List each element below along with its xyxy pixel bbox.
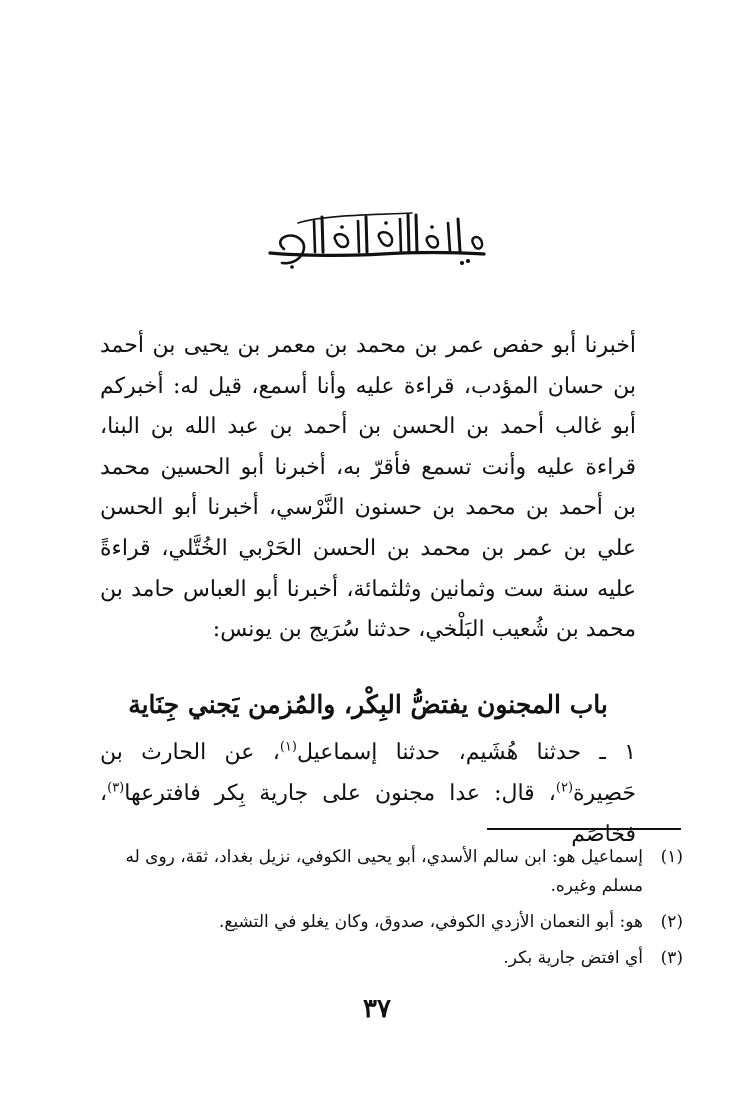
footnote bbox=[100, 843, 683, 901]
chapter-title: باب المجنون يفتضُّ البِكْر، والمُزمن يَجني جِنَاية bbox=[128, 690, 608, 719]
hadith-text-part: ١ ـ حدثنا هُشَيم، حدثنا إسماعيل bbox=[296, 740, 636, 765]
page-number: ٣٧ bbox=[363, 994, 391, 1024]
hadith-text bbox=[100, 732, 636, 855]
basmala-calligraphy-icon bbox=[262, 209, 492, 271]
basmala-calligraphy bbox=[0, 205, 754, 275]
footnote-number: (٢) bbox=[660, 912, 683, 932]
isnad-introduction: أخبرنا أبو حفص عمر بن محمد بن معمر بن يحيى بن أحمد بن حسان المؤدب، قراءة عليه وأنا أسمع، قيل له: أخبركم أبو غالب أحمد بن الحسن بن أحمد بن عبد الله بن البنا، قراءة عليه وأنت تسمع فأقرّ به، أخبرنا أبو الحسين محمد بن أحمد بن محمد بن حسنون النَّرْسي، أخبرنا أبو الحسن علي بن عمر بن محمد بن الحسن الحَرْبي الخُتَّلي، قراءةً عليه سنة ست وثمانين وثلثمائة، أخبرنا أبو العباس حامد بن محمد بن شُعيب البَلْخي، حدثنا سُرَيج بن يونس: bbox=[100, 333, 636, 643]
footnote-divider bbox=[487, 828, 681, 830]
footnote-number: (١) bbox=[660, 847, 683, 867]
footnote-ref: (٣) bbox=[107, 780, 125, 796]
footnote-text: هو: أبو النعمان الأزدي الكوفي، صدوق، وكان يغلو في التشيع. bbox=[218, 912, 643, 932]
footnote bbox=[100, 908, 683, 937]
footnote-text: إسماعيل هو: ابن سالم الأسدي، أبو يحيى الكوفي، نزيل بغداد، ثقة، روى له مسلم وغيره. bbox=[125, 847, 643, 896]
hadith-text-part: ، فخاصَم bbox=[100, 781, 636, 847]
footnote-number: (٣) bbox=[660, 948, 683, 968]
hadith-text-part: ، قال: عدا مجنون على جارية بِكر فافترعها bbox=[124, 781, 556, 806]
footnote-text: أي افتض جارية بكر. bbox=[503, 948, 643, 968]
footnote-ref: (١) bbox=[279, 739, 297, 755]
hadith-text-part: ، عن الحارث بن حَصِيرة bbox=[100, 740, 636, 806]
footnote-ref: (٢) bbox=[555, 780, 574, 796]
footnotes-list bbox=[100, 843, 683, 980]
footnote bbox=[100, 944, 683, 973]
